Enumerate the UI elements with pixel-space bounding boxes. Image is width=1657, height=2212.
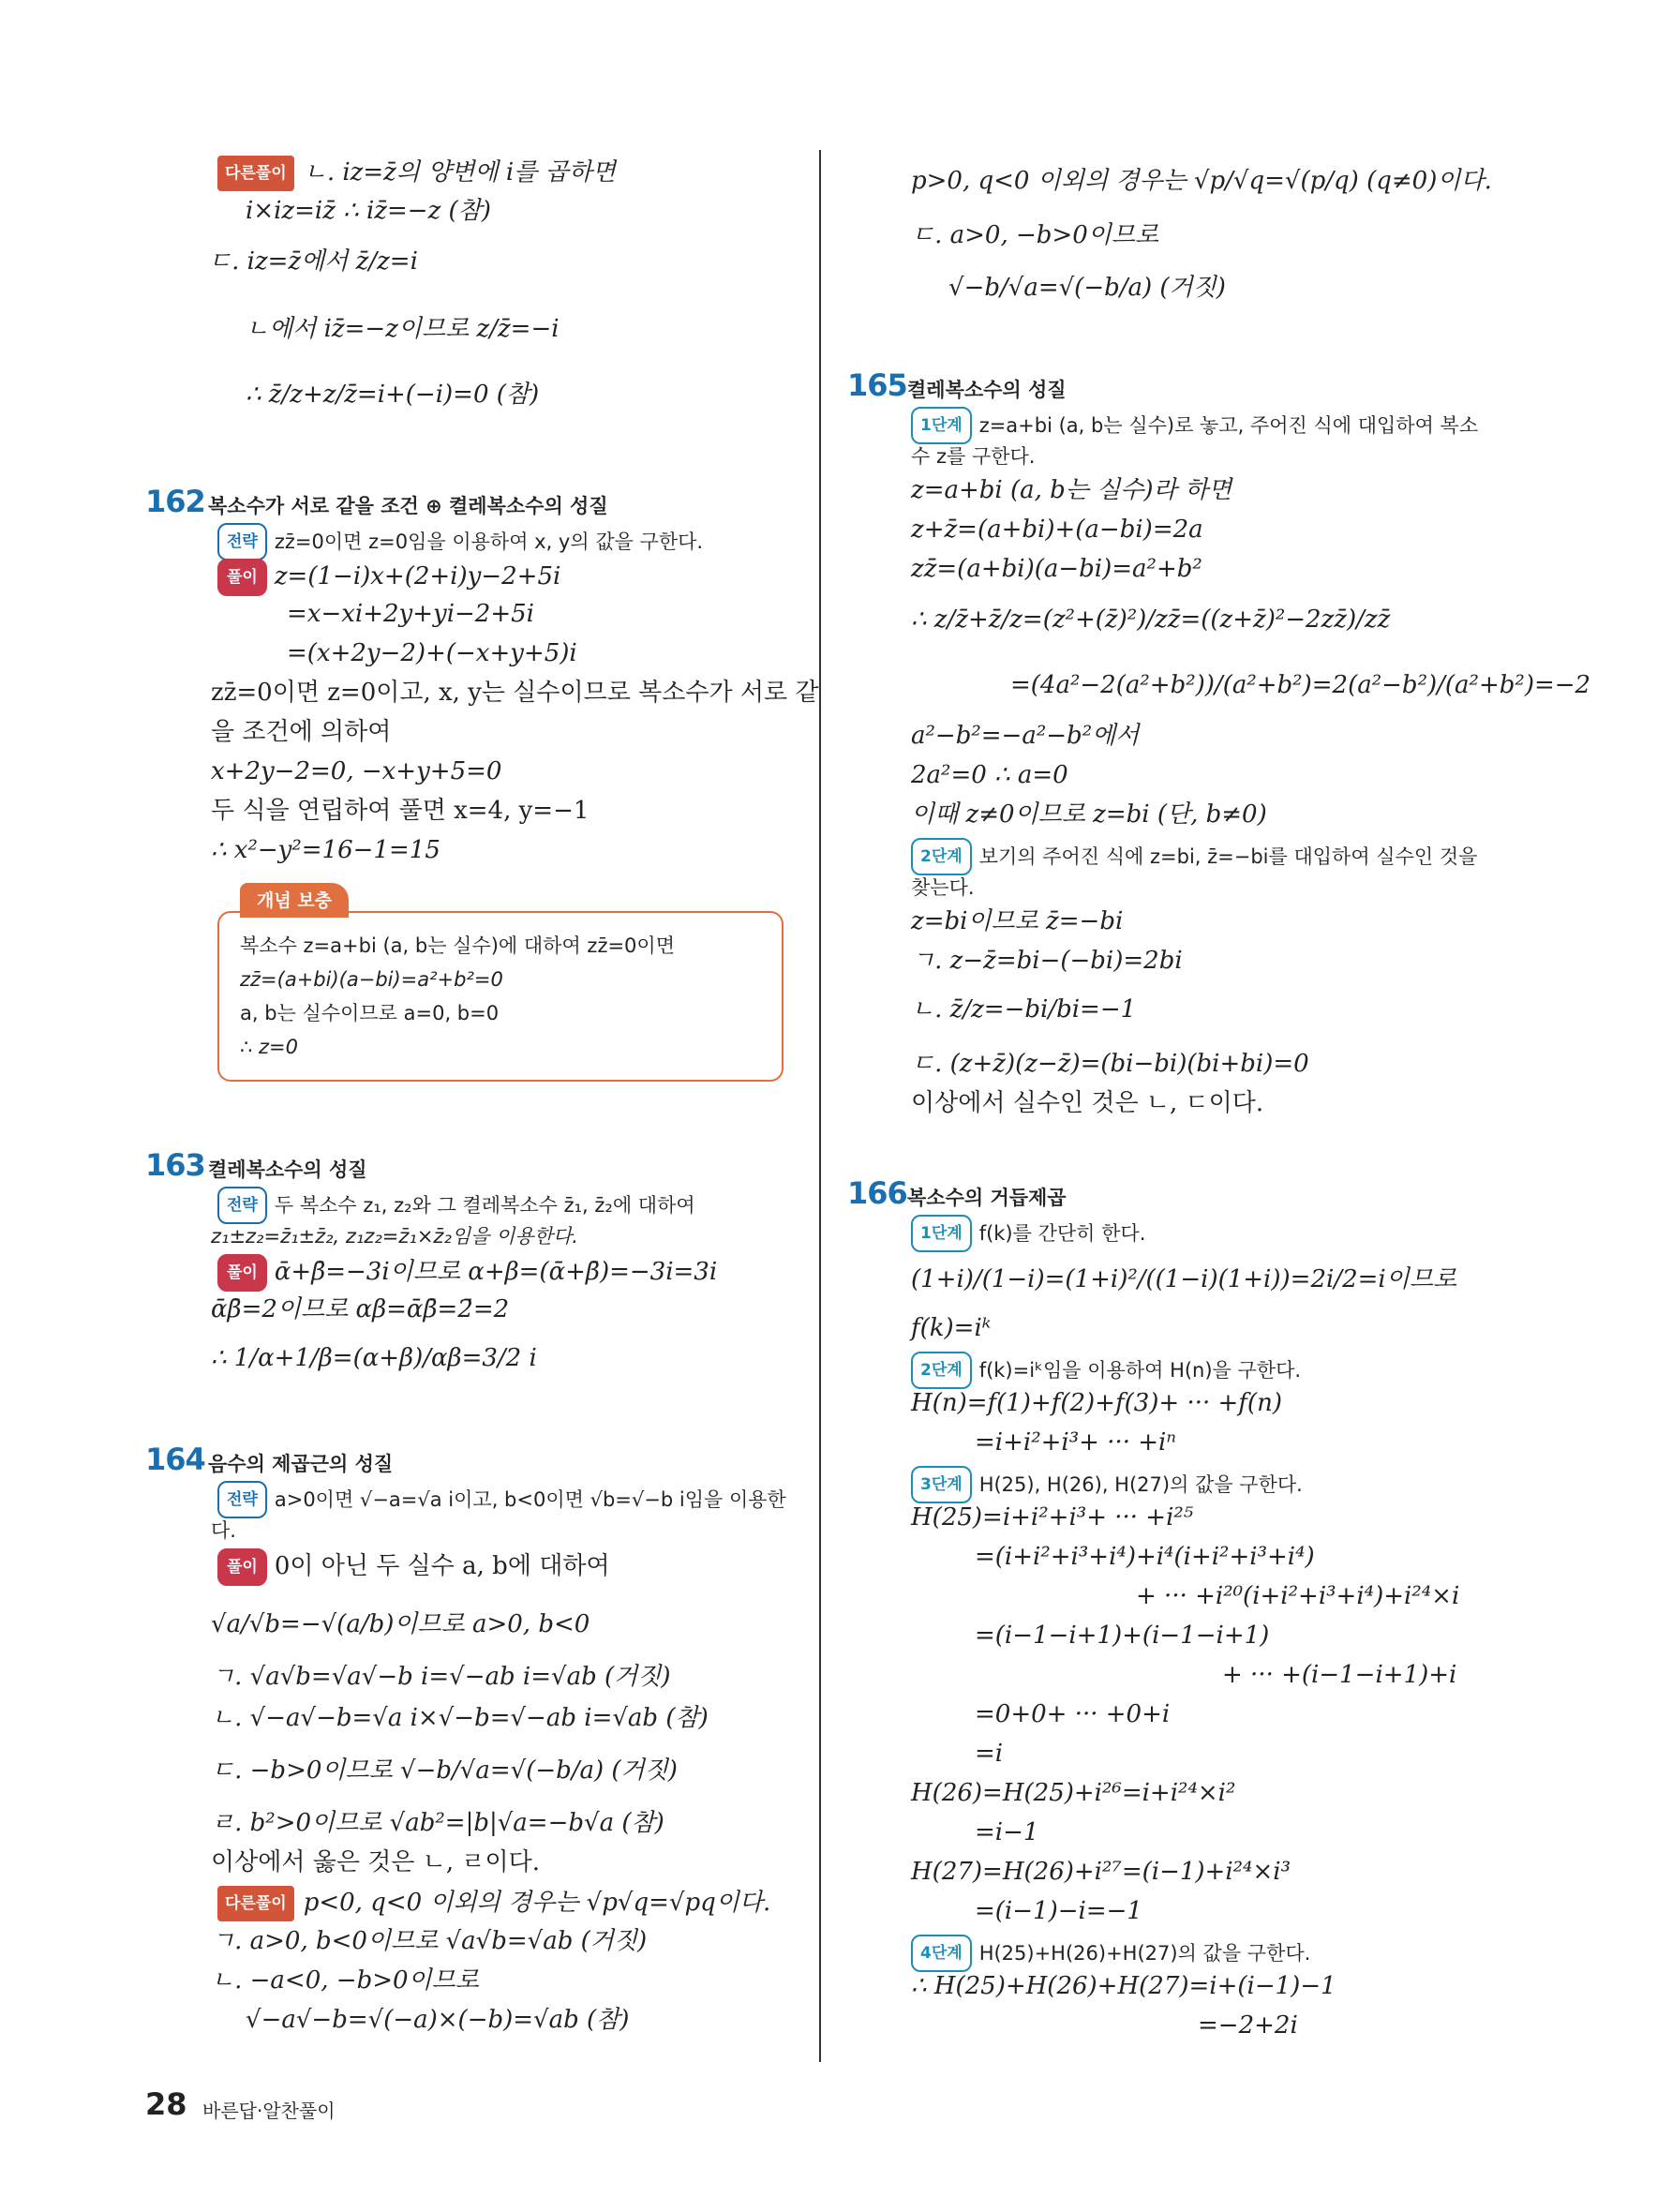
- alt-solution-line: 다른풀이 ㄴ. iz=z̄의 양변에 i를 곱하면: [217, 156, 616, 191]
- math-line: ∴ x²−y²=16−1=15: [211, 836, 440, 864]
- math-line: ᾱβ̄=2이므로 αβ=ᾱβ̄=2̄=2: [211, 1295, 510, 1323]
- math-line: ㄷ. −b>0이므로 √−b/√a=√(−b/a) (거짓): [211, 1756, 678, 1785]
- math-line: H(26)=H(25)+i²⁶=i+i²⁴×i²: [911, 1779, 1236, 1807]
- question-number: 163: [145, 1147, 205, 1183]
- math-line: H(25)=i+i²+i³+ ··· +i²⁵: [911, 1503, 1194, 1532]
- math-line: a²−b²=−a²−b²에서: [911, 722, 1140, 750]
- math-line: ∴ 1/α+1/β=(α+β)/αβ=3/2 i: [211, 1344, 537, 1372]
- step-tag: 4단계: [911, 1935, 972, 1972]
- math-line: =(i+i²+i³+i⁴)+i⁴(i+i²+i³+i⁴): [975, 1543, 1315, 1571]
- math-line: ∴ H(25)+H(26)+H(27)=i+(i−1)−1: [911, 1972, 1336, 2000]
- math-line: =−2+2i: [1198, 2011, 1298, 2040]
- step-line: 3단계 H(25), H(26), H(27)의 값을 구한다.: [911, 1466, 1303, 1503]
- box-line: 복소수 z=a+bi (a, b는 실수)에 대하여 zz̄=0이면: [240, 934, 675, 957]
- math-line: =(i−1)−i=−1: [975, 1897, 1142, 1925]
- math-line: f(k)=iᵏ: [911, 1314, 992, 1342]
- math-line: i×iz=iz̄ ∴ iz̄=−z (참): [246, 197, 491, 225]
- question-number: 165: [847, 367, 907, 403]
- math-line: ㄴ. −a<0, −b>0이므로: [211, 1966, 479, 1995]
- step-line: 2단계 f(k)=iᵏ임을 이용하여 H(n)을 구한다.: [911, 1352, 1301, 1389]
- text-line: 두 식을 연립하여 풀면 x=4, y=−1: [211, 797, 590, 825]
- solution-line: 풀이 ᾱ+β̄=−3i이므로 α+β=(ᾱ+β̄)=−3i=3i: [217, 1254, 717, 1292]
- math-line: ㄱ. √a√b=√a√−b i=√−ab i=√ab (거짓): [211, 1663, 671, 1691]
- solution-tag: 풀이: [217, 1548, 267, 1586]
- box-line: a, b는 실수이므로 a=0, b=0: [240, 1002, 500, 1024]
- section-title: 켤레복소수의 성질: [907, 379, 1067, 401]
- strategy-line: z₁±z₂=z̄₁±z̄₂, z₁z₂=z̄₁×z̄₂임을 이용한다.: [211, 1225, 578, 1248]
- step-line: 1단계 z=a+bi (a, b는 실수)로 놓고, 주어진 식에 대입하여 복소: [911, 407, 1478, 444]
- math-line: √−b/√a=√(−b/a) (거짓): [948, 274, 1226, 302]
- math-line: ㄷ. (z+z̄)(z−z̄)=(bi−bi)(bi+bi)=0: [911, 1050, 1309, 1078]
- math-line: ∴ z̄/z+z/z̄=i+(−i)=0 (참): [246, 381, 540, 409]
- section-title: 복소수의 거듭제곱: [907, 1187, 1067, 1209]
- math-line: =0+0+ ··· +0+i: [975, 1700, 1171, 1728]
- math-line: ㄴ에서 iz̄=−z이므로 z/z̄=−i: [246, 315, 560, 343]
- math-line: ㄷ. a>0, −b>0이므로: [911, 221, 1159, 249]
- math-line: =i: [975, 1740, 1004, 1768]
- strategy-line: 전략 zz̄=0이면 z=0임을 이용하여 x, y의 값을 구한다.: [217, 523, 703, 560]
- step-tag: 1단계: [911, 407, 972, 444]
- box-line: ∴ z=0: [240, 1036, 299, 1058]
- alt-solution-tag: 다른풀이: [217, 1886, 294, 1921]
- column-divider: [819, 150, 821, 2062]
- math-line: + ··· +i²⁰(i+i²+i³+i⁴)+i²⁴×i: [1136, 1582, 1460, 1610]
- strategy-line: 전략 두 복소수 z₁, z₂와 그 켤레복소수 z̄₁, z̄₂에 대하여: [217, 1187, 695, 1224]
- strategy-line: 전략 a>0이면 √−a=√a i이고, b<0이면 √b=√−b i임을 이용한: [217, 1481, 786, 1518]
- math-line: ㄴ. z̄/z=−bi/bi=−1: [911, 995, 1137, 1024]
- math-line: zz̄=(a+bi)(a−bi)=a²+b²: [911, 555, 1202, 583]
- math-line: ㄱ. a>0, b<0이므로 √a√b=√ab (거짓): [211, 1927, 648, 1955]
- text-line: 이상에서 실수인 것은 ㄴ, ㄷ이다.: [911, 1089, 1264, 1117]
- math-line: z=a+bi (a, b는 실수)라 하면: [911, 476, 1232, 504]
- text-line: 을 조건에 의하여: [211, 718, 392, 746]
- concept-box-title: 개념 보충: [240, 883, 349, 918]
- math-line: z=bi이므로 z̄=−bi: [911, 907, 1124, 935]
- math-line: (1+i)/(1−i)=(1+i)²/((1−i)(1+i))=2i/2=i이므로: [911, 1265, 1457, 1293]
- math-line: H(n)=f(1)+f(2)+f(3)+ ··· +f(n): [911, 1389, 1282, 1417]
- math-line: ∴ z/z̄+z̄/z=(z²+(z̄)²)/zz̄=((z+z̄)²−2zz̄)/zz̄: [911, 605, 1391, 634]
- step-line: 1단계 f(k)를 간단히 한다.: [911, 1215, 1145, 1252]
- alt-solution-line: 다른풀이 p<0, q<0 이외의 경우는 √p√q=√pq이다.: [217, 1886, 770, 1921]
- text-line: zz̄=0이면 z=0이고, x, y는 실수이므로 복소수가 서로 같: [211, 679, 819, 707]
- section-title: 복소수가 서로 같을 조건 ⊕ 켤레복소수의 성질: [208, 495, 608, 517]
- strategy-tag: 전략: [217, 1481, 267, 1518]
- question-number: 162: [145, 484, 205, 519]
- strategy-line: 다.: [211, 1519, 236, 1542]
- alt-solution-tag: 다른풀이: [217, 156, 294, 191]
- math-line: H(27)=H(26)+i²⁷=(i−1)+i²⁴×i³: [911, 1858, 1291, 1886]
- step-line: 2단계 보기의 주어진 식에 z=bi, z̄=−bi를 대입하여 실수인 것을: [911, 838, 1477, 875]
- question-number: 164: [145, 1442, 205, 1477]
- page-number: 28: [145, 2086, 187, 2122]
- math-line: 2a²=0 ∴ a=0: [911, 761, 1068, 789]
- solution-line: 풀이 z=(1−i)x+(2+i)y−2+5i: [217, 559, 560, 596]
- math-line: ㄴ. √−a√−b=√a i×√−b=√−ab i=√ab (참): [211, 1704, 709, 1732]
- math-line: =(i−1−i+1)+(i−1−i+1): [975, 1622, 1270, 1650]
- section-title: 켤레복소수의 성질: [208, 1158, 367, 1181]
- strategy-tag: 전략: [217, 1187, 267, 1224]
- page-label: 바른답·알찬풀이: [202, 2100, 336, 2122]
- math-line: ㄷ. iz=z̄에서 z̄/z=i: [208, 247, 418, 276]
- math-line: 이때 z≠0이므로 z=bi (단, b≠0): [911, 800, 1267, 829]
- step-line: 찾는다.: [911, 876, 975, 899]
- solution-line: 풀이 0이 아닌 두 실수 a, b에 대하여: [217, 1548, 610, 1586]
- section-title: 음수의 제곱근의 성질: [208, 1453, 394, 1475]
- math-line: p>0, q<0 이외의 경우는 √p/√q=√(p/q) (q≠0)이다.: [911, 167, 1492, 195]
- math-line: =x−xi+2y+yi−2+5i: [287, 600, 534, 628]
- step-line: 4단계 H(25)+H(26)+H(27)의 값을 구한다.: [911, 1935, 1310, 1972]
- step-tag: 3단계: [911, 1466, 972, 1503]
- solution-tag: 풀이: [217, 1254, 267, 1292]
- box-line: zz̄=(a+bi)(a−bi)=a²+b²=0: [240, 968, 503, 991]
- question-number: 166: [847, 1175, 907, 1211]
- step-tag: 2단계: [911, 838, 972, 875]
- step-tag: 1단계: [911, 1215, 972, 1252]
- strategy-tag: 전략: [217, 523, 267, 560]
- math-line: =i+i²+i³+ ··· +iⁿ: [975, 1428, 1176, 1457]
- math-line: √a/√b=−√(a/b)이므로 a>0, b<0: [211, 1610, 590, 1638]
- math-line: √−a√−b=√(−a)×(−b)=√ab (참): [246, 2006, 630, 2034]
- solution-tag: 풀이: [217, 559, 267, 596]
- math-line: =(x+2y−2)+(−x+y+5)i: [287, 639, 577, 667]
- math-line: =i−1: [975, 1818, 1039, 1846]
- math-line: x+2y−2=0, −x+y+5=0: [211, 757, 502, 785]
- step-line: 수 z를 구한다.: [911, 445, 1036, 468]
- math-line: =(4a²−2(a²+b²))/(a²+b²)=2(a²−b²)/(a²+b²)=−2: [1010, 671, 1591, 699]
- math-line: ㄹ. b²>0이므로 √ab²=|b|√a=−b√a (참): [211, 1809, 664, 1837]
- math-line: + ··· +(i−1−i+1)+i: [1222, 1661, 1457, 1689]
- text-line: 이상에서 옳은 것은 ㄴ, ㄹ이다.: [211, 1848, 540, 1876]
- math-line: ㄱ. z−z̄=bi−(−bi)=2bi: [911, 947, 1183, 975]
- step-tag: 2단계: [911, 1352, 972, 1389]
- math-line: z+z̄=(a+bi)+(a−bi)=2a: [911, 516, 1203, 544]
